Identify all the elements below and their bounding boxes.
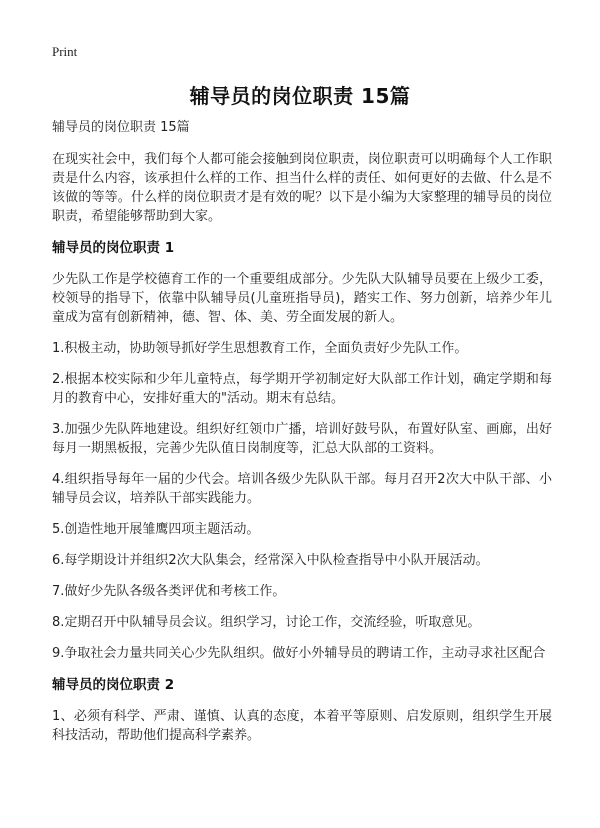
duty-item: 1.积极主动，协助领导抓好学生思想教育工作，全面负责好少先队工作。 xyxy=(52,341,468,356)
duty-item: 4.组织指导每年一届的少代会。培训各级少先队队干部。每月召开2次大中队干部、小辅导员会议，培养队干部实践能力。 xyxy=(52,472,552,506)
duty-item: 7.做好少先队各级各类评优和考核工作。 xyxy=(52,584,286,599)
section-heading-2: 辅导员的岗位职责 2 xyxy=(52,677,175,693)
duty-item: 6.每学期设计并组织2次大队集会，经常深入中队检查指导中小队开展活动。 xyxy=(52,553,489,568)
print-label[interactable]: Print xyxy=(52,44,78,59)
section-1-duty-list xyxy=(52,339,552,663)
duty-item: 2.根据本校实际和少年儿童特点，每学期开学初制定好大队部工作计划，确定学期和每月的教育中心，安排好重大的"活动。期末有总结。 xyxy=(52,372,552,406)
section-heading-1: 辅导员的岗位职责 1 xyxy=(52,240,175,256)
section-1-paragraph: 少先队工作是学校德育工作的一个重要组成部分。少先队大队辅导员要在上级少工委，校领导的指导下，依靠中队辅导员(儿童班指导员)，踏实工作、努力创新，培养少年儿童成为富有创新精神，德、智、体、美、劳全面发展的新人。 xyxy=(52,272,552,325)
intro-paragraph: 在现实社会中，我们每个人都可能会接触到岗位职责，岗位职责可以明确每个人工作职责是什么内容，该承担什么样的工作、担当什么样的责任、如何更好的去做、什么是不该做的等等。什么样的岗位职责才是有效的呢？以下是小编为大家整理的辅导员的岗位职责，希望能够帮助到大家。 xyxy=(52,152,552,224)
duty-item: 8.定期召开中队辅导员会议。组织学习，讨论工作，交流经验，听取意见。 xyxy=(52,615,481,630)
document-subtitle: 辅导员的岗位职责 15篇 xyxy=(52,120,190,135)
section-2-paragraph: 1、必须有科学、严肃、谨慎、认真的态度，本着平等原则、启发原则，组织学生开展科技活动，帮助他们提高科学素养。 xyxy=(52,709,552,743)
document-title: 辅导员的岗位职责 15篇 xyxy=(189,84,411,108)
document-body xyxy=(52,118,552,757)
duty-item: 3.加强少先队阵地建设。组织好红领巾广播，培训好鼓号队，布置好队室、画廊，出好每月一期黑板报，完善少先队值日岗制度等，汇总大队部的工资料。 xyxy=(52,422,552,456)
duty-item: 5.创造性地开展雏鹰四项主题活动。 xyxy=(52,522,260,537)
duty-item: 9.争取社会力量共同关心少先队组织。做好小外辅导员的聘请工作，主动寻求社区配合 xyxy=(52,646,546,661)
